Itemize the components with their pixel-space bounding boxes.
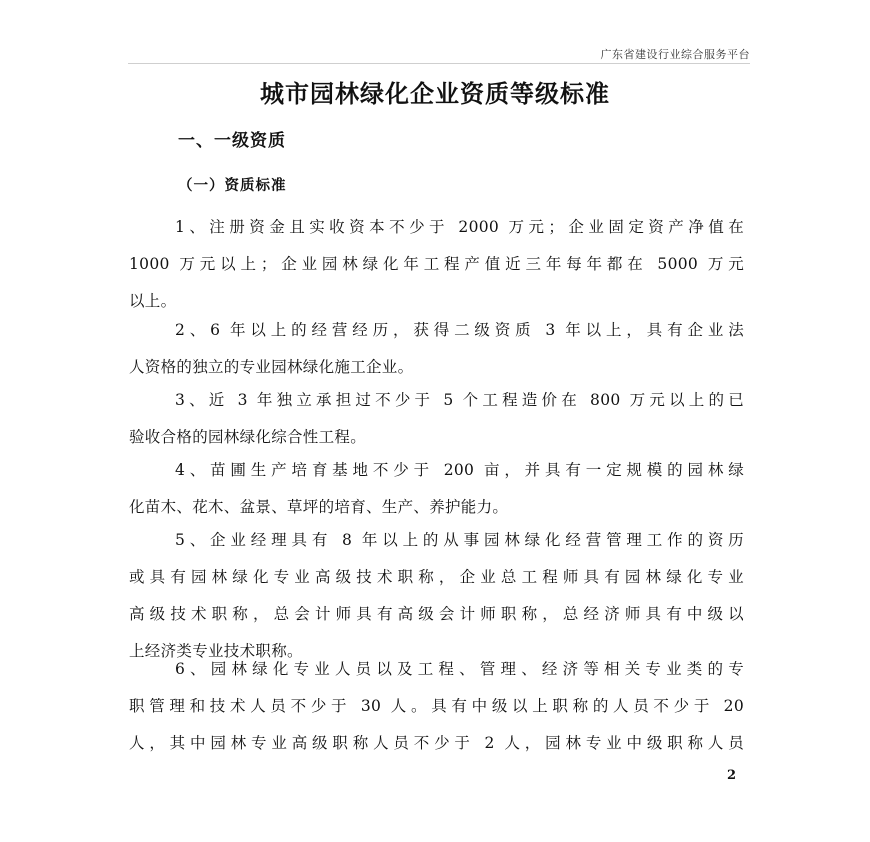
paragraph-line: 以上。 [129,292,177,310]
document-title: 城市园林绿化企业资质等级标准 [260,79,610,108]
paragraph-line: 6、园林绿化专业人员以及工程、管理、经济等相关专业类的专 [175,660,744,678]
paragraph-line: 1000 万元以上；企业园林绿化年工程产值近三年每年都在 5000 万元 [129,255,744,273]
paragraph-line: 人，其中园林专业高级职称人员不少于 2 人，园林专业中级职称人员 [129,734,744,752]
paragraph-4 [129,455,744,529]
section-heading: 一、一级资质 [178,131,286,151]
paragraph-line: 验收合格的园林绿化综合性工程。 [129,428,367,446]
paragraph-line: 1、注册资金且实收资本不少于 2000 万元；企业固定资产净值在 [175,218,744,236]
paragraph-line: 3、近 3 年独立承担过不少于 5 个工程造价在 800 万元以上的已 [175,391,744,409]
paragraph-line: 化苗木、花木、盆景、草坪的培育、生产、养护能力。 [129,498,509,516]
paragraph-line: 上经济类专业技术职称。 [129,642,303,660]
paragraph-line: 或具有园林绿化专业高级技术职称，企业总工程师具有园林绿化专业 [129,568,744,586]
paragraph-line: 人资格的独立的专业园林绿化施工企业。 [129,358,414,376]
paragraph-3 [129,385,744,459]
sub-heading: （一）资质标准 [178,177,287,194]
paragraph-line: 4、苗圃生产培育基地不少于 200 亩，并具有一定规模的园林绿 [175,461,744,479]
paragraph-line: 2、6 年以上的经营经历，获得二级资质 3 年以上，具有企业法 [175,321,744,339]
paragraph-line: 高级技术职称，总会计师具有高级会计师职称，总经济师具有中级以 [129,605,744,623]
paragraph-1 [129,212,744,323]
page-number: 2 [727,768,737,783]
paragraph-line: 5、企业经理具有 8 年以上的从事园林绿化经营管理工作的资历 [175,531,744,549]
paragraph-6 [129,654,744,765]
paragraph-2 [129,315,744,389]
header-divider [128,63,750,64]
paragraph-5 [129,525,744,673]
paragraph-line: 职管理和技术人员不少于 30 人。具有中级以上职称的人员不少于 20 [129,697,744,715]
page-header-platform-name: 广东省建设行业综合服务平台 [600,48,750,61]
